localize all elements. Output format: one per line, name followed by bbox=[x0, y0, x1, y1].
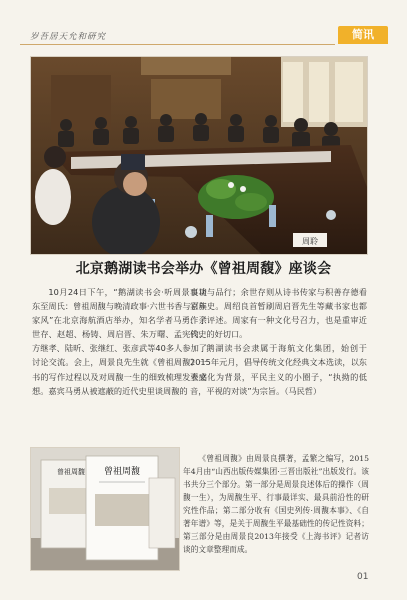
meeting-photo bbox=[30, 56, 368, 255]
book-cover-title-back: 曾祖周馥 bbox=[57, 468, 85, 476]
book-photo bbox=[30, 447, 180, 571]
article-paragraph-2 bbox=[190, 341, 367, 397]
article-title: 北京鹅湖读书会举办《曾祖周馥》座谈会 bbox=[75, 261, 332, 277]
article-column-right bbox=[190, 285, 367, 398]
nameplate: 周聆 bbox=[302, 237, 318, 246]
article-paragraph: 10月24日下午，“鹅湖读书会·听周景良谈东至周氏：曾祖周馥与晚清政事·六世书香与百年家风”在北京海航酒店举办，知名学者马勇、余世存、赵超、杨铸、周启晋、朱万曙、孟宪钧、方继孝、陆昕、张继红、张彦武等40多人参加了讨论交流。会上，周景良先生就《曾祖周馥》一书的写作过程以及对周馥一生的细致梳理发表感想。嘉宾马勇从被遮蔽的近代史里谈周馥的 bbox=[32, 287, 207, 396]
page-number: 01 bbox=[357, 572, 369, 582]
journal-title: 岁吾居天允和研究 bbox=[30, 32, 107, 42]
article-column-left bbox=[32, 285, 207, 398]
book-description-text: 《曾祖周馥》由周景良撰著，孟繁之编写，2015年4月由“山西出版传媒集团·三晋出版社”出版发行。该书共分三个部分。第一部分是周景良述体后的操作（周馥一生），为周馥生平、行事最详实、最具前沿性的研究性作品；第二部分收有《国史列传·周馥本事》、《自著年谱》等，是关于周馥生平最基础性的传记性资料；第三部分是由周景良2013年接受《上海书评》记者访谈的文章整理而成。 bbox=[183, 454, 369, 554]
header-rule bbox=[20, 44, 335, 45]
page-header bbox=[0, 0, 407, 40]
article-paragraph-continued: 事功与品行；余世存则从诗书传家与积善存德看家族史。周绍良首暂刷周启晋先生等藏书家也都作了评述。周家有一种文化号召力，也是重审近代史的好切口。 bbox=[190, 287, 367, 340]
section-tab: 简讯 bbox=[338, 26, 388, 44]
paragraph-2-text: 鹅湖读书会隶属于海航文化集团，始创于2015年元月，倡导传统文化经典文本选读，以东亚文化为背景，平民主义的小圈子，“执拗的低音，平视的对谈”为宗旨。 bbox=[190, 343, 367, 396]
book-description bbox=[183, 452, 369, 556]
book-cover-title-front: 曾祖周馥 bbox=[103, 467, 141, 477]
article-signature: （马民哲） bbox=[284, 385, 322, 396]
